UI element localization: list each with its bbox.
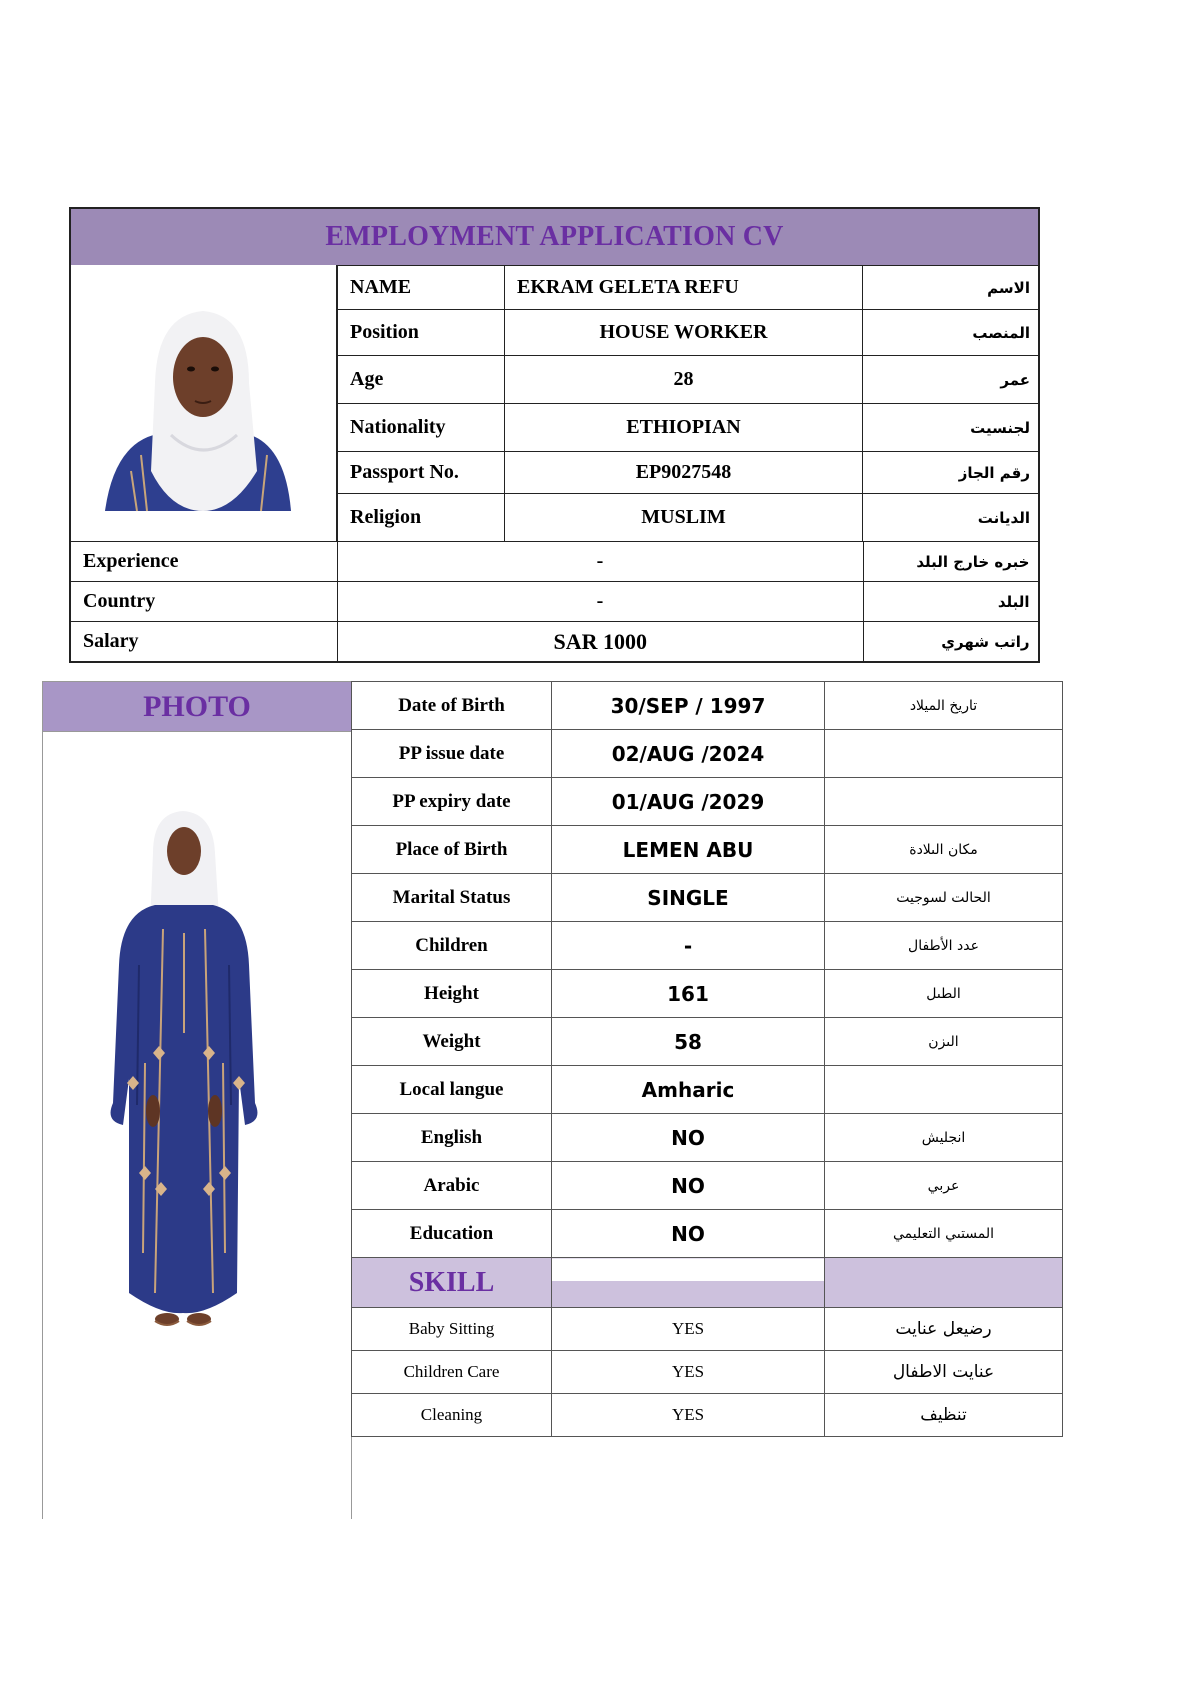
table-row <box>338 494 1039 542</box>
skill-children-care-label: Children Care <box>352 1351 552 1394</box>
education-value: NO <box>552 1210 825 1258</box>
photo-header <box>43 682 351 732</box>
education-label: Education <box>352 1210 552 1258</box>
name-label: NAME <box>338 266 505 310</box>
passport-arabic-label: رقم الجاز <box>863 452 1039 494</box>
pp-issue-label: PP issue date <box>352 730 552 778</box>
experience-label: Experience <box>71 542 337 582</box>
marital-status-arabic-label: الحالت لسوجيت <box>825 874 1063 922</box>
local-language-label: Local langue <box>352 1066 552 1114</box>
table-row <box>352 970 1063 1018</box>
table-row <box>71 622 1038 662</box>
skill-children-care-value: YES <box>552 1351 825 1394</box>
table-row <box>352 826 1063 874</box>
table-row <box>352 778 1063 826</box>
age-arabic-label: عمر <box>863 356 1039 404</box>
table-row <box>352 1114 1063 1162</box>
skill-header-row <box>352 1258 1063 1308</box>
english-value: NO <box>552 1114 825 1162</box>
table-row <box>338 452 1039 494</box>
marital-status-label: Marital Status <box>352 874 552 922</box>
experience-value: - <box>337 542 863 582</box>
nationality-label: Nationality <box>338 404 505 452</box>
pp-expiry-label: PP expiry date <box>352 778 552 826</box>
table-row <box>352 1394 1063 1437</box>
age-label: Age <box>338 356 505 404</box>
nationality-arabic-label: لجنسيت <box>863 404 1039 452</box>
place-of-birth-label: Place of Birth <box>352 826 552 874</box>
work-info-table <box>71 541 1039 662</box>
full-photo-panel <box>42 681 352 1519</box>
passport-value: EP9027548 <box>505 452 863 494</box>
table-row <box>352 682 1063 730</box>
skill-baby-sitting-label: Baby Sitting <box>352 1308 552 1351</box>
passport-label: Passport No. <box>338 452 505 494</box>
salary-value: SAR 1000 <box>337 622 863 662</box>
table-row <box>338 404 1039 452</box>
table-row <box>352 922 1063 970</box>
table-row <box>71 542 1038 582</box>
personal-info-table <box>337 265 1039 542</box>
name-arabic-label: الاسم <box>863 266 1039 310</box>
religion-label: Religion <box>338 494 505 542</box>
table-row <box>352 1308 1063 1351</box>
pp-issue-value: 02/AUG /2024 <box>552 730 825 778</box>
cv-header <box>71 209 1038 265</box>
table-row <box>352 874 1063 922</box>
height-label: Height <box>352 970 552 1018</box>
religion-arabic-label: الديانت <box>863 494 1039 542</box>
skill-header-blank <box>552 1258 825 1308</box>
country-value: - <box>337 582 863 622</box>
table-row <box>338 266 1039 310</box>
dob-label: Date of Birth <box>352 682 552 730</box>
age-value: 28 <box>505 356 863 404</box>
skill-cleaning-value: YES <box>552 1394 825 1437</box>
skill-cleaning-label: Cleaning <box>352 1394 552 1437</box>
table-row <box>352 1066 1063 1114</box>
photo-title: PHOTO <box>143 689 251 723</box>
skill-title: SKILL <box>352 1258 552 1308</box>
details-table <box>351 681 1063 1437</box>
dob-value: 30/SEP / 1997 <box>552 682 825 730</box>
portrait-image <box>71 265 336 541</box>
table-row <box>352 1351 1063 1394</box>
arabic-arabic-label: عربي <box>825 1162 1063 1210</box>
children-value: - <box>552 922 825 970</box>
skill-cleaning-arabic-label: تنظيف <box>825 1394 1063 1437</box>
weight-label: Weight <box>352 1018 552 1066</box>
country-arabic-label: البلد <box>863 582 1038 622</box>
children-label: Children <box>352 922 552 970</box>
table-row <box>338 356 1039 404</box>
table-row <box>352 1018 1063 1066</box>
table-row <box>71 582 1038 622</box>
table-row <box>352 1162 1063 1210</box>
full-body-photo <box>43 733 351 1519</box>
place-of-birth-value: LEMEN ABU <box>552 826 825 874</box>
position-arabic-label: المنصب <box>863 310 1039 356</box>
height-value: 161 <box>552 970 825 1018</box>
skill-baby-sitting-arabic-label: رضيعل عنايت <box>825 1308 1063 1351</box>
religion-value: MUSLIM <box>505 494 863 542</box>
english-arabic-label: انجليش <box>825 1114 1063 1162</box>
country-label: Country <box>71 582 337 622</box>
name-value: EKRAM GELETA REFU <box>505 266 863 310</box>
weight-arabic-label: الىزن <box>825 1018 1063 1066</box>
children-arabic-label: عدد الأطفال <box>825 922 1063 970</box>
local-language-arabic-label <box>825 1066 1063 1114</box>
position-value: HOUSE WORKER <box>505 310 863 356</box>
height-arabic-label: الطىل <box>825 970 1063 1018</box>
pp-expiry-arabic-label <box>825 778 1063 826</box>
skill-children-care-arabic-label: عنايت الاطفال <box>825 1351 1063 1394</box>
table-row <box>352 1210 1063 1258</box>
pp-expiry-value: 01/AUG /2029 <box>552 778 825 826</box>
english-label: English <box>352 1114 552 1162</box>
position-label: Position <box>338 310 505 356</box>
cv-title: EMPLOYMENT APPLICATION CV <box>325 221 784 252</box>
nationality-value: ETHIOPIAN <box>505 404 863 452</box>
table-row <box>338 310 1039 356</box>
arabic-label: Arabic <box>352 1162 552 1210</box>
local-language-value: Amharic <box>552 1066 825 1114</box>
marital-status-value: SINGLE <box>552 874 825 922</box>
experience-arabic-label: خبره خارج البلد <box>863 542 1038 582</box>
education-arabic-label: المستىي التعليمي <box>825 1210 1063 1258</box>
pp-issue-arabic-label <box>825 730 1063 778</box>
salary-arabic-label: راتب شهري <box>863 622 1038 662</box>
arabic-value: NO <box>552 1162 825 1210</box>
dob-arabic-label: تاريخ الميلاد <box>825 682 1063 730</box>
place-of-birth-arabic-label: مكان الىلادة <box>825 826 1063 874</box>
portrait-photo <box>71 265 337 541</box>
weight-value: 58 <box>552 1018 825 1066</box>
skill-baby-sitting-value: YES <box>552 1308 825 1351</box>
skill-header-blank-2 <box>825 1258 1063 1308</box>
salary-label: Salary <box>71 622 337 662</box>
table-row <box>352 730 1063 778</box>
cv-summary-table <box>69 207 1040 663</box>
